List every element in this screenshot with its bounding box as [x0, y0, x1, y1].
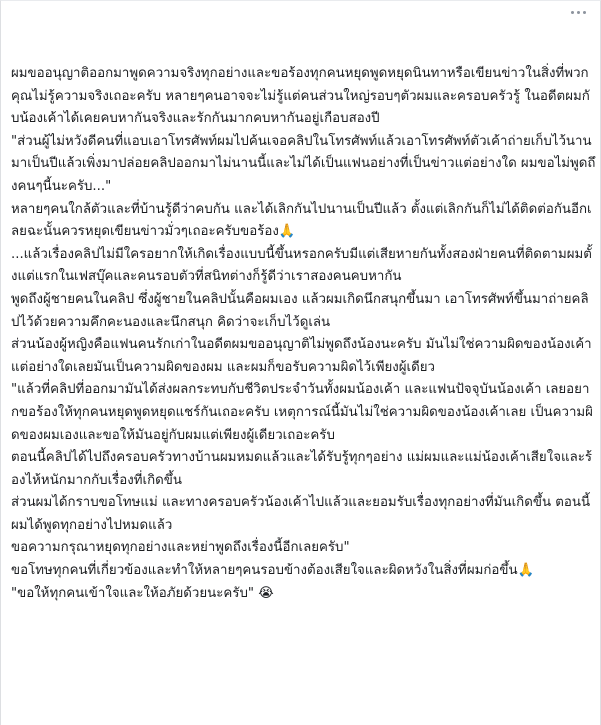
post-paragraph: "ขอให้ทุกคนเข้าใจและให้อภัยด้วยนะครับ" 😭 [11, 585, 274, 601]
post-paragraph: ส่วนน้องผู้หญิงคือแฟนคนรักเก่าในอดีตผมขออนุญาติไม่พูดถึงน้องนะครับ มันไม่ใช่ความผิดของน้องเค้าแต่อย่างใดเลยมันเป็นความผิดของผม และผมก็ขอรับความผิดไว้เพียงผู้เดียว [11, 337, 592, 375]
post-paragraph: ผมขออนุญาติออกมาพูดความจริงทุกอย่างและขอร้องทุกคนหยุดพูดหยุดนินทาหรือเขียนข่าวในสิ่งที่พวกคุณไม่รู้ความจริงเถอะครับ หลายๆคนอาจจะไม่รู้แต่คนส่วนใหญ่รอบๆตัวผมและครอบครัวรู้ ในอดีตผมกับน้องเค้าได้เคยคบหากันจริงและรักกันมากคบหากันอยู่เกือบสองปี [11, 66, 590, 127]
post-paragraph: "ส่วนผู้ไม่หวังดีคนที่แอบเอาโทรศัพท์ผมไปค้นเจอคลิปในโทรศัพท์แล้วเอาโทรศัพท์ตัวเค้าถ่ายเก็บไว้นานมาเป็นปีแล้วเพิ่งมาปล่อยคลิปออกมาไม่นานนี้และไม่ได้เป็นแฟนอย่างที่เป็นข่าวแต่อย่างใด ผมขอไม่พูดถึงคนๆนี้นะครับ..." [11, 133, 596, 194]
post-paragraph: "แล้วที่คลิปที่ออกมามันได้ส่งผลกระทบกับชีวิตประจำวันทั้งผมน้องเค้า และแฟนปัจจุบันน้องเค้า เลยอยากขอร้องให้ทุกคนหยุดพูดหยุดแชร์กันเถอะครับ เหตุการณ์นี้มันไม่ใช่ความผิดของน้องเค้าเลย เป็นความผิดของผมเองและขอให้มันอยู่กับผมแต่เพียงผู้เดียวเถอะครับ [11, 382, 593, 443]
post-paragraph: ขอความกรุณาหยุดทุกอย่างและหย่าพูดถึงเรื่องนี้อีกเลยครับ" [11, 540, 350, 556]
post-body [11, 63, 597, 605]
post-paragraph: ขอโทษทุกคนที่เกี่ยวข้องและทำให้หลายๆคนรอบข้างต้องเสียใจและผิดหวังในสิ่งที่ผมก่อขึ้น🙏 [11, 563, 535, 579]
post-paragraph: พูดถึงผู้ชายคนในคลิป ซึ่งผู้ชายในคลิปนั้นคือผมเอง แล้วผมเกิดนึกสนุกขึ้นมา เอาโทรศัพท์ขึ้นมาถ่ายคลิปไว้ด้วยความคึกคะนองและนึกสนุก คิดว่าจะเก็บไว้ดูเล่น [11, 291, 589, 330]
post-paragraph: หลายๆคนใกล้ตัวและที่บ้านรู้ดีว่าคบกัน และได้เลิกกันไปนานเป็นปีแล้ว ตั้งแต่เลิกกันก็ไม่ได้ติดต่อกันอีกเลยฉะนั้นควรหยุดเขียนข่าวมั่วๆเถอะครับขอร้อง🙏 [11, 201, 592, 240]
post-paragraph: ...แล้วเรื่องคลิปไม่มีใครอยากให้เกิดเรื่องแบบนี้ขึ้นหรอกครับมีแต่เสียหายกันทั้งสองฝ่ายคนที่ติดตามผมตั้งแต่แรกในเฟสบุ๊คและคนรอบตัวที่สนิทต่างก็รู้ดีว่าเราสองคนคบหากัน [11, 246, 592, 285]
more-options-icon[interactable] [568, 5, 588, 19]
post-paragraph: ส่วนผมได้กราบขอโทษแม่ และทางครอบครัวน้องเค้าไปแล้วและยอมรับเรื่องทุกอย่างที่มันเกิดขึ้น ตอนนี้ผมได้พูดทุกอย่างไปหมดแล้ว [11, 495, 591, 533]
post-paragraph: ตอนนี้คลิปได้ไปถึงครอบครัวทางบ้านผมหมดแล้วและได้รับรู้ทุกๆอย่าง แม่ผมและแม่น้องเค้าเสียใจและร้องไห้หนักมากกับเรื่องที่เกิดขึ้น [11, 450, 592, 488]
